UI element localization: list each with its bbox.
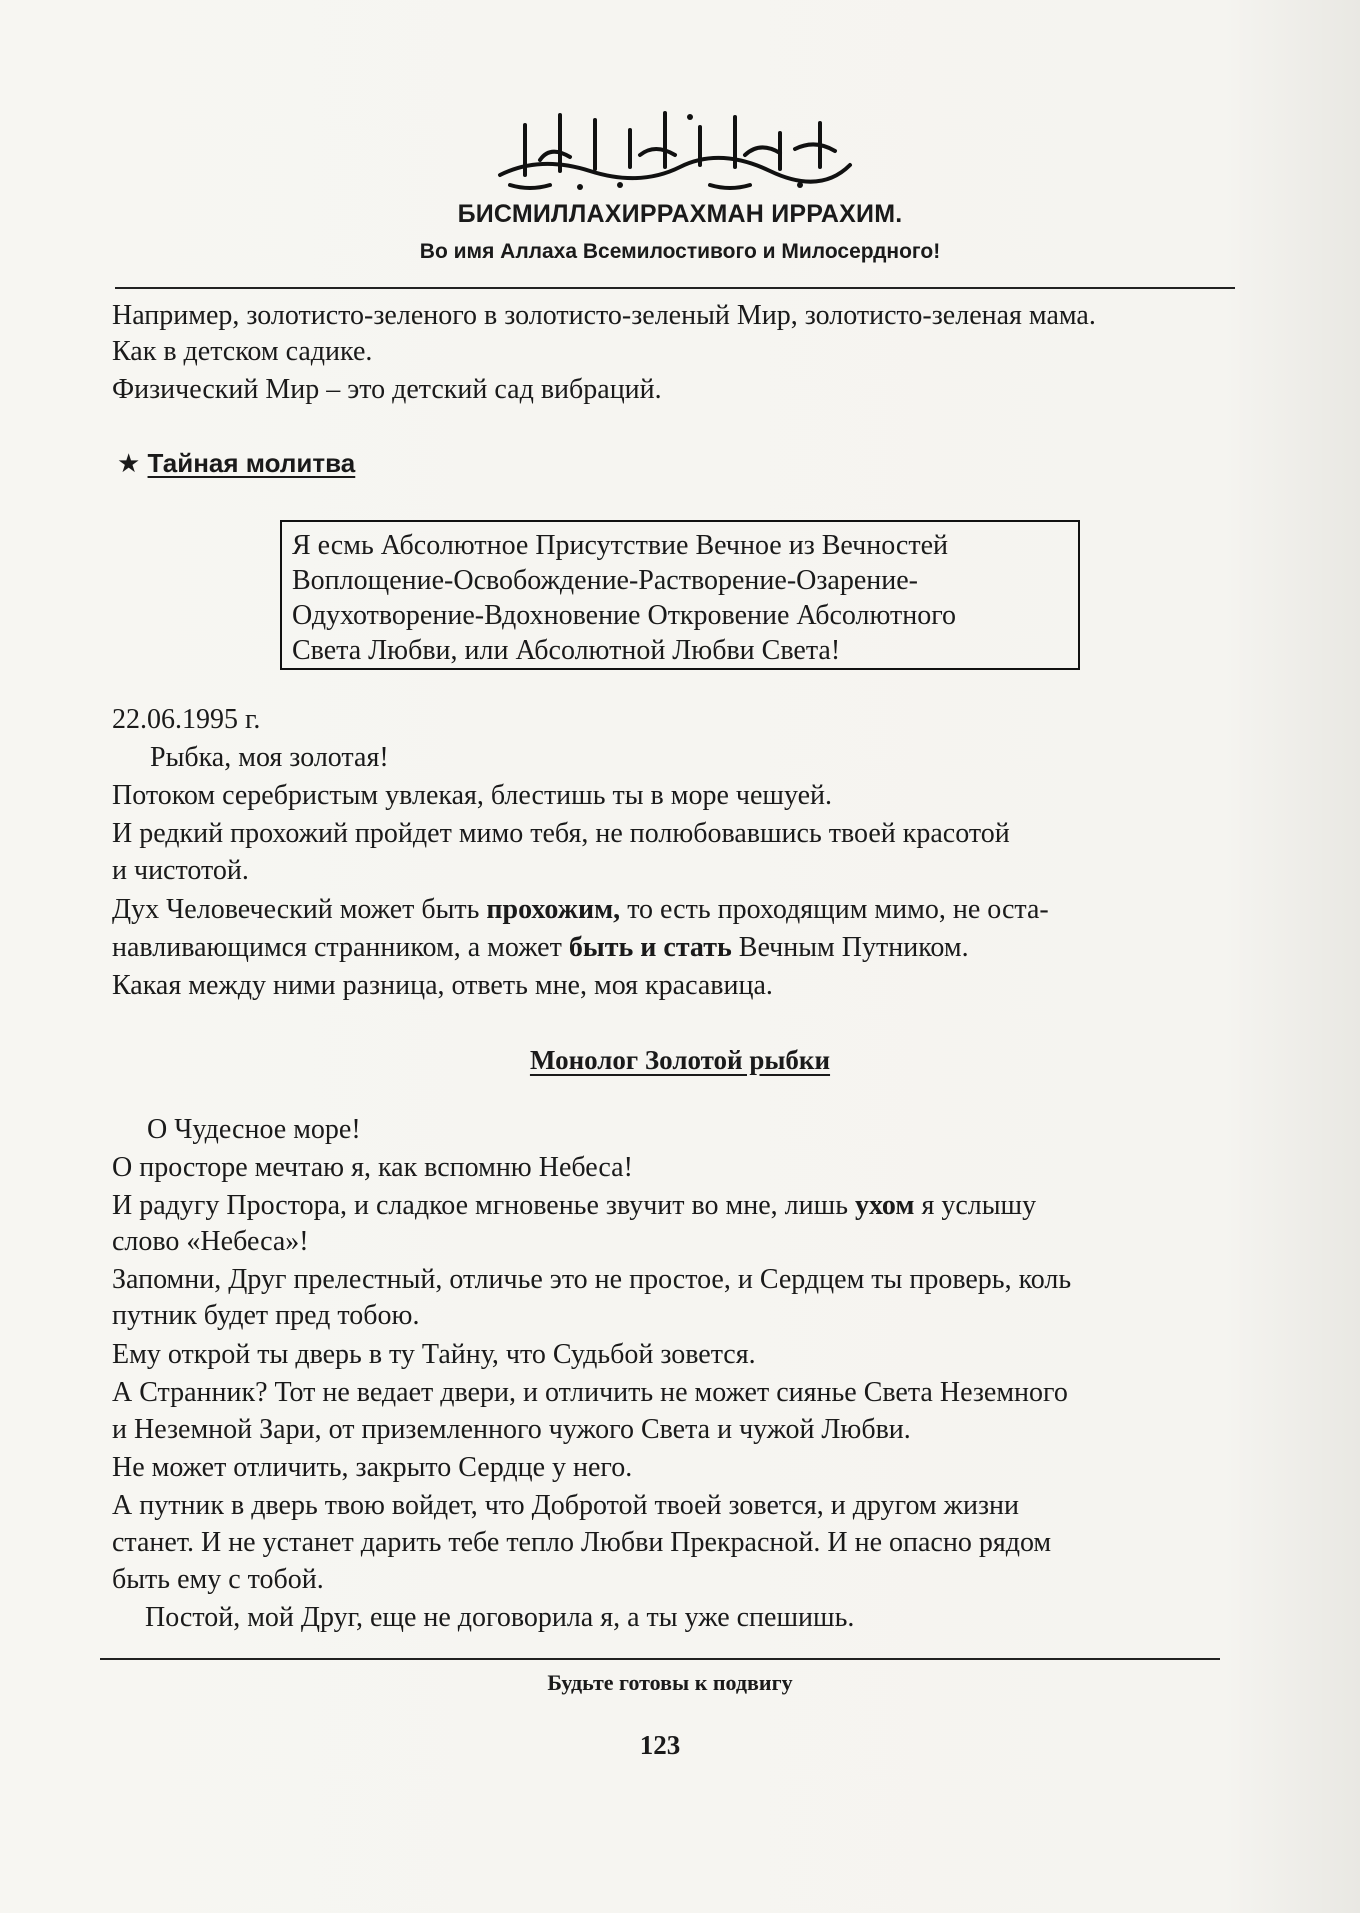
entry-line: Какая между ними разница, ответь мне, моя красавица. [112, 970, 773, 1001]
entry-line: И редкий прохожий пройдет мимо тебя, не полюбовавшись твоей красотой [112, 818, 1010, 849]
monologue-line: Запомни, Друг прелестный, отличье это не простое, и Сердцем ты проверь, коль [112, 1264, 1072, 1295]
entry-line: Потоком серебристым увлекая, блестишь ты в море чешуей. [112, 780, 833, 811]
entry-line: и чистотой. [112, 855, 249, 886]
page-number: 123 [639, 1730, 681, 1760]
monologue-line: путник будет пред тобою. [112, 1300, 420, 1331]
monologue-line: О Чудесное море! [147, 1114, 361, 1145]
monologue-line: А Странник? Тот не ведает двери, и отличить не может сиянье Света Неземного [112, 1377, 1068, 1408]
header-bismillah-title: БИСМИЛЛАХИРРАХМАН ИРРАХИМ. [457, 200, 903, 228]
intro-line: Например, золотисто-зеленого в золотисто-зеленый Мир, золотисто-зеленая мама. [112, 300, 1096, 331]
monologue-line: Не может отличить, закрыто Сердце у него. [112, 1452, 633, 1483]
prayer-line: Света Любви, или Абсолютной Любви Света! [292, 635, 841, 666]
prayer-line: Воплощение-Освобождение-Растворение-Озарение- [292, 565, 919, 596]
prayer-box [280, 520, 1080, 670]
monologue-line: и Неземной Зари, от приземленного чужого Света и чужой Любви. [112, 1414, 911, 1445]
monologue-line: Постой, мой Друг, еще не договорила я, а ты уже спешишь. [145, 1602, 855, 1633]
intro-line: Как в детском садике. [112, 336, 373, 367]
monologue-line: слово «Небеса»! [112, 1226, 309, 1257]
intro-line: Физический Мир – это детский сад вибраций. [112, 374, 662, 405]
monologue-line: станет. И не устанет дарить тебе тепло Любви Прекрасной. И не опасно рядом [112, 1527, 1052, 1558]
entry-greeting: Рыбка, моя золотая! [150, 742, 389, 773]
monologue-line: О просторе мечтаю я, как вспомню Небеса! [112, 1152, 633, 1183]
prayer-title: Тайная молитва [147, 448, 356, 478]
footer-title: Будьте готовы к подвигу [547, 1670, 793, 1695]
entry-line: навливающимся странником, а может быть и стать Вечным Путником. [112, 932, 969, 963]
entry-line: Дух Человеческий может быть прохожим, то есть проходящим мимо, не оста- [112, 894, 1049, 925]
monologue-line: быть ему с тобой. [112, 1564, 324, 1595]
prayer-line: Я есмь Абсолютное Присутствие Вечное из Вечностей [292, 530, 949, 561]
star-icon: ★ [117, 448, 141, 478]
bismillah-calligraphy [480, 105, 870, 195]
monologue-line: А путник в дверь твою войдет, что Добротой твоей зовется, и другом жизни [112, 1490, 1019, 1521]
header-divider [115, 287, 1235, 289]
header-bismillah-translation: Во имя Аллаха Всемилостивого и Милосердного! [419, 240, 941, 263]
entry-date: 22.06.1995 г. [112, 704, 261, 735]
monologue-line: Ему открой ты дверь в ту Тайну, что Судьбой зовется. [112, 1339, 756, 1370]
prayer-heading [117, 448, 355, 479]
monologue-title: Монолог Золотой рыбки [529, 1045, 831, 1075]
monologue-line: И радугу Простора, и сладкое мгновенье звучит во мне, лишь ухом я услышу [112, 1190, 1037, 1221]
prayer-line: Одухотворение-Вдохновение Откровение Абсолютного [292, 600, 957, 631]
footer-divider [100, 1658, 1220, 1660]
